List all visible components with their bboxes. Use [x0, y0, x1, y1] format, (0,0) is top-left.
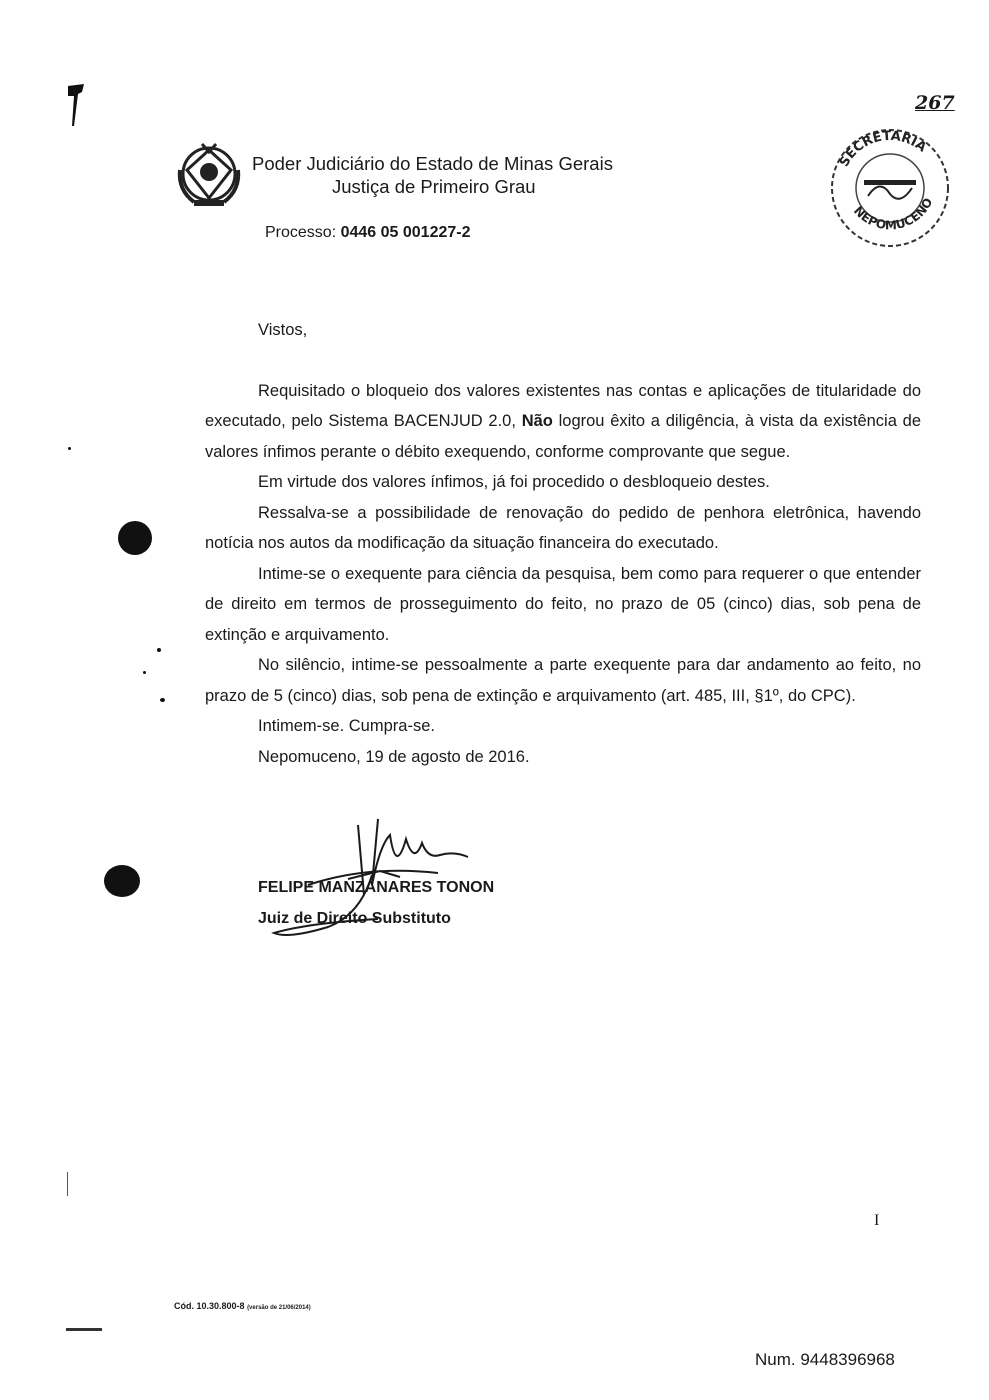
svg-text:SECRETARIA	[837, 129, 929, 170]
decision-body	[205, 315, 921, 772]
paragraph-2: Em virtude dos valores ínfimos, já foi procedido o desbloqueio destes.	[258, 473, 770, 491]
svg-text:NEPOMUCENO	[851, 196, 935, 233]
scan-line-mark	[66, 1328, 102, 1331]
process-label: Processo:	[265, 224, 337, 241]
coat-of-arms-logo	[174, 140, 244, 213]
stamp-top-text: SECRETARIA	[836, 128, 929, 170]
process-line	[265, 224, 471, 242]
scan-speck	[143, 671, 146, 674]
scan-line-mark	[67, 1172, 68, 1196]
paragraph-1	[205, 376, 921, 468]
paragraph-1-end: logrou êxito a diligência, à vista da existência de valores ínfimos perante o débito exequendo, conforme comprovante que segue.	[205, 412, 921, 461]
paragraph-5: No silêncio, intime-se pessoalmente a parte exequente para dar andamento ao feito, no prazo de 5 (cinco) dias, sob pena de extinção e arquivamento (art. 485, III, §1º, do CPC).	[205, 656, 921, 705]
document-number: Num. 9448396968	[755, 1350, 895, 1369]
paragraph-1-start: Requisitado o bloqueio dos valores existentes nas contas e aplicações de titularidade do executado, pelo Sistema BACENJUD 2.0,	[205, 381, 921, 430]
paragraph-3: Ressalva-se a possibilidade de renovação do pedido de penhora eletrônica, havendo notícia nos autos da modificação da situação financeira do executado.	[205, 503, 921, 552]
court-name: Poder Judiciário do Estado de Minas Gerais	[252, 153, 613, 174]
court-instance: Justiça de Primeiro Grau	[332, 176, 536, 197]
signer-name: FELIPE MANZANARES TONON	[258, 879, 495, 896]
stamp-bottom-text: NEPOMUCENO	[850, 195, 936, 233]
signature-block	[258, 872, 494, 934]
paragraph-1-bold: Não	[521, 412, 553, 430]
signer-role: Juiz de Direito Substituto	[258, 910, 451, 927]
date-line: Nepomuceno, 19 de agosto de 2016.	[258, 747, 530, 766]
form-version: (versão de 21/06/2014)	[247, 1305, 311, 1311]
scan-hole-mark	[104, 865, 140, 897]
scan-mark-top-left	[64, 82, 88, 133]
paragraph-4: Intime-se o exequente para ciência da pesquisa, bem como para requerer o que entender de direito em termos de prosseguimento do feito, no prazo de 05 (cinco) dias, sob pena de extinção e arquivamento.	[205, 564, 921, 644]
form-code	[174, 1301, 311, 1311]
page-marker: I	[874, 1212, 880, 1229]
greeting: Vistos,	[258, 321, 308, 339]
paragraph-6: Intimem-se. Cumpra-se.	[258, 717, 435, 735]
form-code-text: Cód. 10.30.800-8	[174, 1301, 245, 1311]
scan-speck	[68, 447, 71, 450]
secretaria-stamp	[820, 118, 960, 263]
handwritten-page-number: 267	[915, 92, 955, 114]
process-number: 0446 05 001227-2	[340, 224, 471, 241]
scan-hole-mark	[118, 521, 152, 555]
scan-speck	[160, 698, 165, 702]
scan-speck	[157, 648, 161, 652]
